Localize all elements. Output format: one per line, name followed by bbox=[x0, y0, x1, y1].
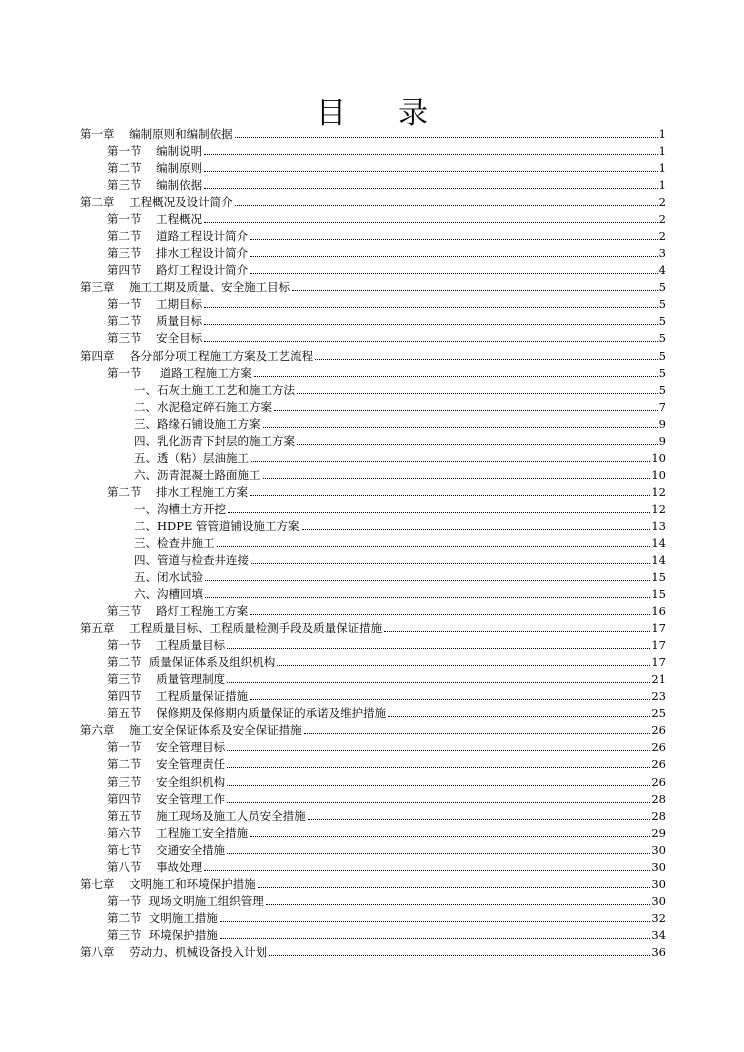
toc-entry-page: 23 bbox=[651, 689, 666, 704]
toc-entry-page: 14 bbox=[651, 535, 666, 550]
toc-entry[interactable] bbox=[134, 550, 666, 567]
dot-leader bbox=[251, 563, 650, 564]
toc-entry-page: 36 bbox=[651, 944, 666, 959]
toc-entry[interactable] bbox=[107, 482, 666, 499]
toc-entry[interactable] bbox=[107, 363, 666, 380]
dot-leader bbox=[277, 665, 650, 666]
toc-entry-page: 5 bbox=[658, 365, 666, 380]
dot-leader bbox=[204, 307, 658, 308]
toc-entry-label: 第五节 保修期及保修期内质量保证的承诺及维护措施 bbox=[107, 706, 387, 721]
toc-entry-label: 第二节 排水工程施工方案 bbox=[107, 484, 249, 499]
dot-leader bbox=[235, 137, 658, 138]
toc-entry-label: 第三节 编制依据 bbox=[107, 178, 203, 193]
toc-entry-label: 第六节 工程施工安全措施 bbox=[107, 825, 249, 840]
toc-entry-page: 26 bbox=[651, 757, 666, 772]
toc-entry-page: 1 bbox=[658, 144, 666, 159]
toc-entry-page: 25 bbox=[651, 706, 666, 721]
toc-entry-label: 第三节 安全组织机构 bbox=[107, 774, 226, 789]
toc-entry-label: 六、沥青混凝土路面施工 bbox=[134, 467, 261, 482]
dot-leader bbox=[263, 427, 658, 428]
toc-entry[interactable] bbox=[107, 772, 666, 789]
dot-leader bbox=[388, 716, 650, 717]
toc-entry[interactable] bbox=[80, 277, 666, 294]
toc-entry[interactable] bbox=[107, 789, 666, 806]
dot-leader bbox=[204, 154, 658, 155]
toc-entry[interactable] bbox=[107, 601, 666, 618]
toc-entry-label: 第五节 施工现场及施工人员安全措施 bbox=[107, 808, 306, 823]
toc-entry[interactable] bbox=[107, 669, 666, 686]
dot-leader bbox=[297, 444, 658, 445]
toc-entry-label: 第三节 质量管理制度 bbox=[107, 672, 226, 687]
dot-leader bbox=[217, 546, 651, 547]
toc-entry[interactable] bbox=[107, 141, 666, 158]
toc-entry-page: 26 bbox=[651, 723, 666, 738]
dot-leader bbox=[302, 529, 651, 530]
toc-entry[interactable] bbox=[107, 226, 666, 243]
toc-entry-label: 第八节 事故处理 bbox=[107, 859, 203, 874]
toc-entry[interactable] bbox=[107, 686, 666, 703]
toc-entry-label: 第一节 道路工程施工方案 bbox=[107, 365, 252, 380]
toc-entry-page: 4 bbox=[658, 263, 666, 278]
toc-entry[interactable] bbox=[107, 754, 666, 771]
dot-leader bbox=[297, 393, 658, 394]
dot-leader bbox=[204, 188, 658, 189]
toc-entry[interactable] bbox=[80, 346, 666, 363]
toc-entry-label: 第三节 路灯工程施工方案 bbox=[107, 604, 249, 619]
dot-leader bbox=[263, 478, 651, 479]
dot-leader bbox=[205, 580, 650, 581]
toc-entry[interactable] bbox=[134, 431, 666, 448]
toc-entry[interactable] bbox=[107, 857, 666, 874]
toc-entry-label: 第一节 工程概况 bbox=[107, 212, 203, 227]
toc-entry-label: 四、乳化沥青下封层的施工方案 bbox=[134, 433, 295, 448]
toc-entry-label: 第五章 工程质量目标、工程质量检测手段及质量保证措施 bbox=[80, 621, 383, 636]
toc-entry-label: 三、路缘石铺设施工方案 bbox=[134, 416, 261, 431]
toc-entry[interactable] bbox=[107, 823, 666, 840]
dot-leader bbox=[250, 273, 658, 274]
dot-leader bbox=[220, 921, 651, 922]
toc-entry-page: 30 bbox=[651, 842, 666, 857]
dot-leader bbox=[292, 290, 658, 291]
toc-entry-page: 2 bbox=[658, 212, 666, 227]
toc-entry[interactable] bbox=[134, 584, 666, 601]
toc-entry-page: 17 bbox=[651, 638, 666, 653]
toc-entry-page: 10 bbox=[651, 450, 666, 465]
toc-entry-label: 第二节 安全管理责任 bbox=[107, 757, 226, 772]
toc-entry-label: 第一章 编制原则和编制依据 bbox=[80, 127, 233, 141]
toc-entry-page: 15 bbox=[651, 570, 666, 585]
toc-entry-label: 第七节 交通安全措施 bbox=[107, 842, 226, 857]
toc-entry-label: 一、石灰土施工工艺和施工方法 bbox=[134, 382, 295, 397]
toc-entry[interactable] bbox=[134, 414, 666, 431]
toc-entry[interactable] bbox=[134, 516, 666, 533]
dot-leader bbox=[274, 410, 658, 411]
toc-title: 目录 bbox=[316, 96, 480, 131]
toc-entry-page: 2 bbox=[658, 195, 666, 210]
toc-entry-label: 第四节 安全管理工作 bbox=[107, 791, 226, 806]
dot-leader bbox=[250, 256, 658, 257]
dot-leader bbox=[227, 785, 650, 786]
toc-entry-page: 10 bbox=[651, 467, 666, 482]
toc-entry[interactable] bbox=[107, 891, 666, 908]
toc-entry-label: 第四节 工程质量保证措施 bbox=[107, 689, 249, 704]
toc-entry[interactable] bbox=[107, 908, 666, 925]
dot-leader bbox=[227, 682, 650, 683]
dot-leader bbox=[250, 836, 650, 837]
toc-entry[interactable] bbox=[107, 311, 666, 328]
toc-entry-label: 五、闭水试验 bbox=[134, 570, 203, 585]
toc-entry-page: 17 bbox=[651, 621, 666, 636]
toc-entry-page: 2 bbox=[658, 229, 666, 244]
toc-entry-label: 第八章 劳动力、机械设备投入计划 bbox=[80, 944, 268, 959]
toc-entry[interactable] bbox=[134, 499, 666, 516]
toc-entry-page: 34 bbox=[651, 927, 666, 942]
toc-entry[interactable] bbox=[107, 158, 666, 175]
toc-entry-label: 四、管道与检查井连接 bbox=[134, 553, 249, 567]
toc-entry[interactable] bbox=[107, 925, 666, 942]
toc-entry-page: 30 bbox=[651, 859, 666, 874]
toc-entry-page: 32 bbox=[651, 910, 666, 925]
toc-entry-page: 30 bbox=[651, 893, 666, 908]
dot-leader bbox=[220, 938, 651, 939]
toc-entry[interactable] bbox=[80, 192, 666, 209]
toc-entry[interactable] bbox=[134, 380, 666, 397]
toc-entry-label: 二、HDPE 管管道铺设施工方案 bbox=[134, 518, 300, 533]
toc-entry[interactable] bbox=[134, 448, 666, 465]
toc-entry[interactable] bbox=[107, 635, 666, 652]
toc-entry-label: 五、透（粘）层油施工 bbox=[134, 450, 249, 465]
toc-entry-page: 5 bbox=[658, 314, 666, 329]
dot-leader bbox=[250, 699, 650, 700]
toc-entry-page: 16 bbox=[651, 604, 666, 619]
toc-entry-page: 9 bbox=[658, 416, 666, 431]
toc-entry-label: 第二节 道路工程设计简介 bbox=[107, 229, 249, 244]
toc-entry-page: 12 bbox=[651, 484, 666, 499]
toc-entry-label: 第四章 各分部分项工程施工方案及工艺流程 bbox=[80, 348, 314, 363]
toc-entry-label: 第三章 施工工期及质量、安全施工目标 bbox=[80, 280, 291, 295]
dot-leader bbox=[250, 614, 650, 615]
toc-entry-page: 26 bbox=[651, 774, 666, 789]
toc-entry[interactable] bbox=[134, 465, 666, 482]
toc-entry-label: 第三节 排水工程设计简介 bbox=[107, 246, 249, 261]
dot-leader bbox=[315, 359, 658, 360]
toc-entry-label: 第四节 路灯工程设计简介 bbox=[107, 263, 249, 278]
toc-entry-page: 28 bbox=[651, 791, 666, 806]
toc-entry[interactable] bbox=[107, 294, 666, 311]
toc-entry[interactable] bbox=[134, 533, 666, 550]
dot-leader bbox=[227, 802, 650, 803]
dot-leader bbox=[266, 904, 651, 905]
toc-entry-page: 17 bbox=[651, 655, 666, 670]
dot-leader bbox=[204, 171, 658, 172]
toc-entry-page: 1 bbox=[658, 161, 666, 176]
toc-entry-page: 12 bbox=[651, 501, 666, 516]
toc-entry[interactable] bbox=[107, 703, 666, 720]
dot-leader bbox=[228, 512, 650, 513]
dot-leader bbox=[204, 222, 658, 223]
dot-leader bbox=[254, 376, 658, 377]
toc-entry[interactable] bbox=[107, 652, 666, 669]
toc-entry-page: 29 bbox=[651, 825, 666, 840]
dot-leader bbox=[204, 324, 658, 325]
dot-leader bbox=[250, 239, 658, 240]
toc-entry-page: 5 bbox=[658, 331, 666, 346]
dot-leader bbox=[258, 887, 651, 888]
toc-entry[interactable] bbox=[80, 720, 666, 737]
toc-entry[interactable] bbox=[107, 260, 666, 277]
dot-leader bbox=[304, 733, 651, 734]
toc-entry-page: 1 bbox=[658, 127, 666, 141]
dot-leader bbox=[269, 955, 650, 956]
toc-entry-label: 第一节 工期目标 bbox=[107, 297, 203, 312]
toc-entry-label: 第六章 施工安全保证体系及安全保证措施 bbox=[80, 723, 302, 738]
toc-entry-page: 15 bbox=[651, 587, 666, 602]
toc-entry-label: 二、水泥稳定碎石施工方案 bbox=[134, 399, 272, 414]
toc-entry-page: 28 bbox=[651, 808, 666, 823]
toc-entry-label: 第三节 安全目标 bbox=[107, 331, 203, 346]
toc-entry-label: 第二节 质量保证体系及组织机构 bbox=[107, 655, 276, 670]
toc-entry-page: 3 bbox=[658, 246, 666, 261]
dot-leader bbox=[227, 767, 650, 768]
toc-entry-label: 第一节 安全管理目标 bbox=[107, 740, 226, 755]
toc-entry[interactable] bbox=[80, 124, 666, 141]
toc-entry-label: 第一节 编制说明 bbox=[107, 144, 203, 159]
toc-entry-page: 30 bbox=[651, 876, 666, 891]
toc-entry-label: 第二节 质量目标 bbox=[107, 314, 203, 329]
toc-entry-page: 5 bbox=[658, 382, 666, 397]
toc-entry-label: 第一节 工程质量目标 bbox=[107, 638, 226, 653]
toc-entry-page: 5 bbox=[658, 297, 666, 312]
toc-entry-page: 13 bbox=[651, 518, 666, 533]
toc-entry[interactable] bbox=[107, 328, 666, 345]
toc-entry-page: 26 bbox=[651, 740, 666, 755]
dot-leader bbox=[235, 205, 658, 206]
toc-entry-label: 第一节 现场文明施工组织管理 bbox=[107, 893, 264, 908]
toc-entry[interactable] bbox=[134, 567, 666, 584]
dot-leader bbox=[227, 853, 650, 854]
toc-entry-label: 第三节 环境保护措施 bbox=[107, 927, 218, 942]
dot-leader bbox=[205, 597, 650, 598]
toc-entry[interactable] bbox=[80, 942, 666, 959]
toc-entry-label: 第二节 编制原则 bbox=[107, 161, 203, 176]
toc-entry[interactable] bbox=[80, 618, 666, 635]
toc-entry[interactable] bbox=[107, 737, 666, 754]
toc-entry[interactable] bbox=[134, 397, 666, 414]
toc-entry-page: 21 bbox=[651, 672, 666, 687]
toc-entry[interactable] bbox=[107, 175, 666, 192]
toc-entry-label: 三、检查井施工 bbox=[134, 535, 215, 550]
toc-entry-page: 14 bbox=[651, 553, 666, 567]
toc-entry-label: 一、沟槽土方开挖 bbox=[134, 501, 226, 516]
toc-entry-page: 9 bbox=[658, 433, 666, 448]
dot-leader bbox=[204, 870, 650, 871]
toc-entry[interactable] bbox=[80, 874, 666, 891]
toc-entry-page: 7 bbox=[658, 399, 666, 414]
toc-entry-page: 5 bbox=[658, 280, 666, 295]
dot-leader bbox=[251, 461, 650, 462]
toc-entry[interactable] bbox=[107, 806, 666, 823]
dot-leader bbox=[227, 648, 650, 649]
toc-entry-label: 第七章 文明施工和环境保护措施 bbox=[80, 876, 256, 891]
dot-leader bbox=[227, 750, 650, 751]
toc-entry-label: 六、沟槽回填 bbox=[134, 587, 203, 602]
toc-entry[interactable] bbox=[107, 243, 666, 260]
dot-leader bbox=[204, 341, 658, 342]
dot-leader bbox=[308, 819, 651, 820]
dot-leader bbox=[250, 495, 650, 496]
toc-entry[interactable] bbox=[107, 209, 666, 226]
toc-entry-label: 第二节 文明施工措施 bbox=[107, 910, 218, 925]
toc-entry-label: 第二章 工程概况及设计简介 bbox=[80, 195, 233, 210]
toc-entry-page: 1 bbox=[658, 178, 666, 193]
toc-entry[interactable] bbox=[107, 840, 666, 857]
dot-leader bbox=[384, 631, 650, 632]
toc-entry-page: 5 bbox=[658, 348, 666, 363]
